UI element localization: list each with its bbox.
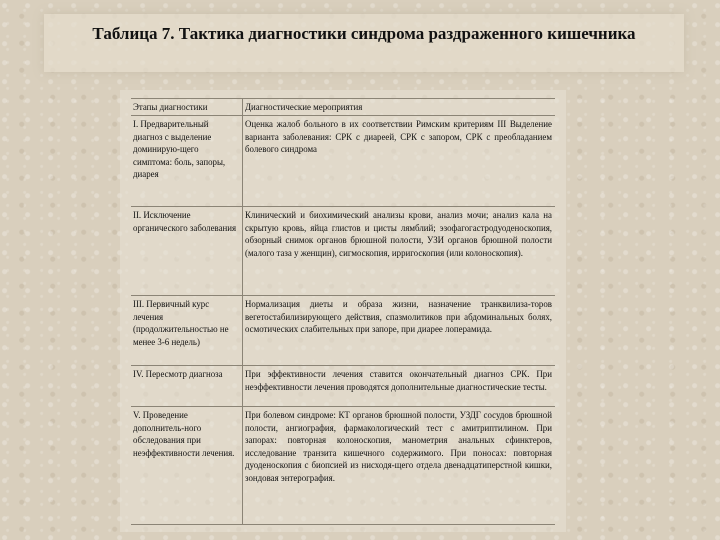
table-header-row — [131, 99, 555, 116]
table-row — [131, 407, 555, 525]
page-title: Таблица 7. Тактика диагностики синдрома раздраженного кишечника — [92, 24, 636, 43]
table-row — [131, 207, 555, 296]
measures-cell: При болевом синдроме: КТ органов брюшной полости, УЗДГ сосудов брюшной полости, ангиография, фармакологический тест с амитриптилином. При запорах: повторная колоноскопия, манометрия анальных сфинктеров, исследование транзита кишечного содержимого. При поносах: повторная дуоденоскопия с биопсией из нисходя-щего отдела двенадцатиперстной кишки, зондовая энтерография. — [243, 407, 556, 525]
measures-cell: Оценка жалоб больного в их соответствии Римским критериям III Выделение варианта заболевания: СРК с диареей, СРК с запором, СРК с преобладанием болевого синдрома — [243, 116, 556, 207]
table-row — [131, 116, 555, 207]
stage-cell: III. Первичный курс лечения (продолжительностью не менее 3-6 недель) — [131, 296, 243, 366]
stage-cell: I. Предварительный диагноз с выделение доминирую-щего симптома: боль, запоры, диарея — [131, 116, 243, 207]
table-row — [131, 366, 555, 407]
measures-cell: При эффективности лечения ставится окончательный диагноз СРК. При неэффективности лечения проводятся дополнительные диагностические тесты. — [243, 366, 556, 407]
table-row — [131, 296, 555, 366]
stage-cell: IV. Пересмотр диагноза — [131, 366, 243, 407]
measures-cell: Нормализация диеты и образа жизни, назначение транквилиза-торов вегетостабилизирующего действия, спазмолитиков при абдоминальных болях, осмотических слабительных при запоре, при диарее лоперамида. — [243, 296, 556, 366]
measures-cell: Клинический и биохимический анализы крови, анализ мочи; анализ кала на скрытую кровь, яйца глистов и цисты лямблий; эзофагогастродуоденоскопия, обзорный снимок органов брюшной полости, УЗИ органов брюшной полости (малого таза у женщин), сигмоскопия, ирригоскопия (или колоноскопия). — [243, 207, 556, 296]
stage-cell: II. Исключение органического заболевания — [131, 207, 243, 296]
header-stages: Этапы диагностики — [131, 99, 243, 116]
diagnostics-table — [131, 98, 555, 525]
header-measures: Диагностические мероприятия — [243, 99, 556, 116]
stage-cell: V. Проведение дополнитель-ного обследования при неэффективности лечения. — [131, 407, 243, 525]
